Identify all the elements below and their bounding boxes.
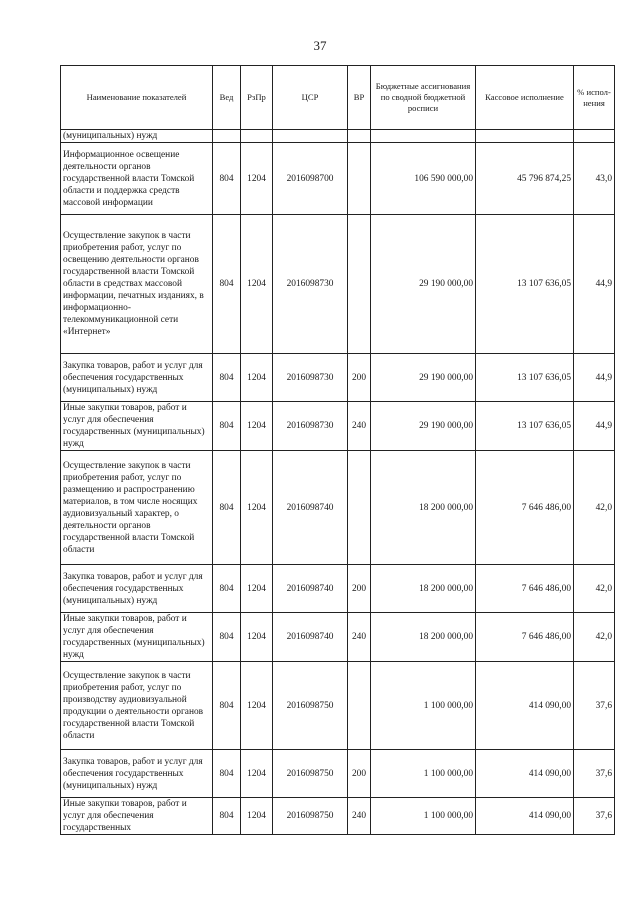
- cell-budget: 1 100 000,00: [371, 662, 476, 750]
- cell-csr: 2016098750: [273, 662, 348, 750]
- cell-name: Иные закупки товаров, работ и услуг для обеспечения государственных: [61, 798, 213, 835]
- table-row: [61, 130, 615, 143]
- cell-pct: 37,6: [574, 798, 615, 835]
- header-ved: Вед: [213, 66, 241, 130]
- cell-cash: 13 107 636,05: [476, 402, 574, 451]
- cell-vr: 240: [348, 798, 371, 835]
- table-row: [61, 565, 615, 613]
- cell-cash: 414 090,00: [476, 662, 574, 750]
- table-row: [61, 215, 615, 354]
- cell-vr: 200: [348, 565, 371, 613]
- cell-csr: 2016098750: [273, 750, 348, 798]
- cell-name: Иные закупки товаров, работ и услуг для обеспечения государственных (муниципальных) нужд: [61, 613, 213, 662]
- table-row: [61, 143, 615, 215]
- cell-name: Информационное освещение деятельности органов государственной власти Томской области и поддержка средств массовой информации: [61, 143, 213, 215]
- cell-ved: 804: [213, 798, 241, 835]
- table-row: [61, 613, 615, 662]
- cell-ved: [213, 130, 241, 143]
- cell-csr: 2016098730: [273, 402, 348, 451]
- cell-name: Осуществление закупок в части приобретения работ, услуг по освещению деятельности органов государственной власти Томской области в средствах массовой информации, печатных изданиях, в информационно-телекоммуникационной сети «Интернет»: [61, 215, 213, 354]
- table-header-row: [61, 66, 615, 130]
- header-budget: Бюджетные ассигнования по сводной бюджетной росписи: [371, 66, 476, 130]
- cell-pct: 42,0: [574, 613, 615, 662]
- cell-rzpr: 1204: [241, 613, 273, 662]
- cell-pct: 37,6: [574, 750, 615, 798]
- cell-name: Осуществление закупок в части приобретения работ, услуг по производству аудиовизуальной продукции о деятельности органов государственной власти Томской области: [61, 662, 213, 750]
- cell-budget: 1 100 000,00: [371, 750, 476, 798]
- cell-cash: 414 090,00: [476, 750, 574, 798]
- cell-budget: 106 590 000,00: [371, 143, 476, 215]
- cell-csr: 2016098730: [273, 354, 348, 402]
- cell-budget: 1 100 000,00: [371, 798, 476, 835]
- cell-pct: 44,9: [574, 402, 615, 451]
- cell-rzpr: 1204: [241, 565, 273, 613]
- cell-vr: [348, 215, 371, 354]
- page-number: 37: [313, 38, 327, 53]
- header-rzpr: РзПр: [241, 66, 273, 130]
- cell-ved: 804: [213, 143, 241, 215]
- table-row: [61, 354, 615, 402]
- table-row: [61, 662, 615, 750]
- header-cash: Кассовое исполнение: [476, 66, 574, 130]
- cell-cash: 7 646 486,00: [476, 451, 574, 565]
- cell-vr: [348, 130, 371, 143]
- cell-ved: 804: [213, 662, 241, 750]
- cell-budget: 18 200 000,00: [371, 451, 476, 565]
- cell-budget: 29 190 000,00: [371, 354, 476, 402]
- cell-rzpr: [241, 130, 273, 143]
- cell-budget: 18 200 000,00: [371, 613, 476, 662]
- cell-name: Осуществление закупок в части приобретения работ, услуг по размещению и распространению материалов, в том числе носящих аудиовизуальный характер, о деятельности органов государственной власти Томской области: [61, 451, 213, 565]
- cell-pct: 42,0: [574, 565, 615, 613]
- cell-budget: 29 190 000,00: [371, 402, 476, 451]
- cell-vr: 240: [348, 613, 371, 662]
- table-row: [61, 402, 615, 451]
- cell-pct: [574, 130, 615, 143]
- cell-ved: 804: [213, 215, 241, 354]
- cell-rzpr: 1204: [241, 143, 273, 215]
- cell-rzpr: 1204: [241, 451, 273, 565]
- cell-name: (муниципальных) нужд: [61, 130, 213, 143]
- header-name: Наименование показателей: [61, 66, 213, 130]
- cell-cash: 45 796 874,25: [476, 143, 574, 215]
- cell-vr: [348, 451, 371, 565]
- cell-pct: 44,9: [574, 354, 615, 402]
- cell-rzpr: 1204: [241, 750, 273, 798]
- cell-cash: 7 646 486,00: [476, 565, 574, 613]
- header-vr: ВР: [348, 66, 371, 130]
- cell-vr: 240: [348, 402, 371, 451]
- cell-ved: 804: [213, 613, 241, 662]
- header-csr: ЦСР: [273, 66, 348, 130]
- cell-csr: 2016098740: [273, 613, 348, 662]
- cell-cash: 414 090,00: [476, 798, 574, 835]
- cell-cash: 13 107 636,05: [476, 354, 574, 402]
- cell-cash: 13 107 636,05: [476, 215, 574, 354]
- budget-execution-table: [60, 65, 615, 835]
- table-row: [61, 451, 615, 565]
- cell-rzpr: 1204: [241, 215, 273, 354]
- cell-ved: 804: [213, 750, 241, 798]
- cell-ved: 804: [213, 565, 241, 613]
- cell-pct: 43,0: [574, 143, 615, 215]
- cell-rzpr: 1204: [241, 354, 273, 402]
- cell-budget: [371, 130, 476, 143]
- cell-csr: 2016098740: [273, 565, 348, 613]
- cell-ved: 804: [213, 451, 241, 565]
- cell-name: Иные закупки товаров, работ и услуг для обеспечения государственных (муниципальных) нужд: [61, 402, 213, 451]
- cell-pct: 37,6: [574, 662, 615, 750]
- cell-vr: 200: [348, 354, 371, 402]
- cell-csr: 2016098740: [273, 451, 348, 565]
- cell-pct: 42,0: [574, 451, 615, 565]
- cell-rzpr: 1204: [241, 798, 273, 835]
- cell-name: Закупка товаров, работ и услуг для обеспечения государственных (муниципальных) нужд: [61, 565, 213, 613]
- cell-csr: 2016098750: [273, 798, 348, 835]
- cell-csr: 2016098730: [273, 215, 348, 354]
- cell-pct: 44,9: [574, 215, 615, 354]
- cell-csr: 2016098700: [273, 143, 348, 215]
- cell-rzpr: 1204: [241, 402, 273, 451]
- cell-cash: [476, 130, 574, 143]
- table-row: [61, 750, 615, 798]
- cell-vr: 200: [348, 750, 371, 798]
- table-row: [61, 798, 615, 835]
- cell-budget: 18 200 000,00: [371, 565, 476, 613]
- cell-name: Закупка товаров, работ и услуг для обеспечения государственных (муниципальных) нужд: [61, 750, 213, 798]
- header-pct: % испол-нения: [574, 66, 615, 130]
- cell-rzpr: 1204: [241, 662, 273, 750]
- cell-cash: 7 646 486,00: [476, 613, 574, 662]
- cell-vr: [348, 662, 371, 750]
- cell-vr: [348, 143, 371, 215]
- cell-csr: [273, 130, 348, 143]
- cell-name: Закупка товаров, работ и услуг для обеспечения государственных (муниципальных) нужд: [61, 354, 213, 402]
- cell-ved: 804: [213, 402, 241, 451]
- cell-ved: 804: [213, 354, 241, 402]
- cell-budget: 29 190 000,00: [371, 215, 476, 354]
